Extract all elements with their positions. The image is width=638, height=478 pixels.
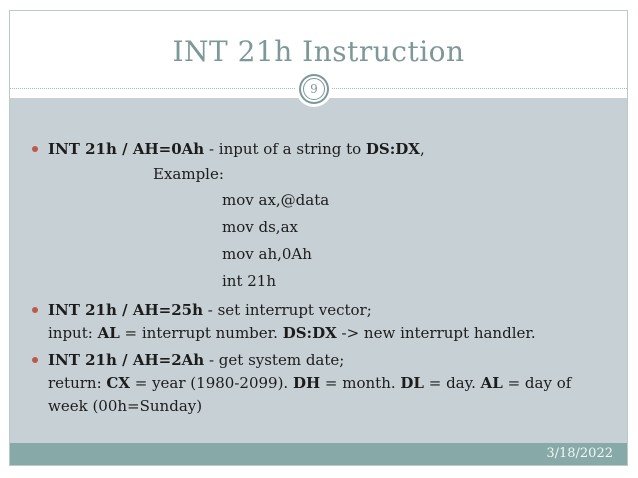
code-line: mov ds,ax (222, 218, 298, 236)
plain-text: = day. (423, 374, 481, 392)
code-line: mov ah,0Ah (222, 245, 312, 263)
bullet-dot-icon (32, 146, 38, 152)
page-number-badge: 9 (303, 78, 325, 100)
plain-text: = interrupt number. (119, 324, 283, 342)
code-line: mov ax,@data (222, 191, 330, 209)
plain-text: input: (48, 324, 98, 342)
bullet-text (48, 372, 609, 418)
bullet-dot-icon (32, 357, 38, 363)
bold-term: INT 21h / AH=0Ah (48, 140, 205, 158)
bullet-text (48, 322, 609, 345)
bullet-text (48, 299, 609, 322)
bold-term: INT 21h / AH=2Ah (48, 351, 205, 369)
bold-term: DL (400, 374, 424, 392)
bullet-item-ah0ah (48, 138, 609, 295)
slide-body (10, 98, 627, 445)
plain-text: = month. (320, 374, 401, 392)
bold-term: DS:DX (282, 324, 337, 342)
bullet-item-ah2ah (48, 349, 609, 418)
plain-text: - set interrupt vector; (202, 301, 372, 319)
slide-footer (10, 443, 627, 465)
plain-text: , (419, 140, 425, 158)
plain-text: - input of a string to (204, 140, 366, 158)
slide-date: 3/18/2022 (546, 446, 613, 461)
bold-term: AL (97, 324, 120, 342)
plain-text: -> new interrupt handler. (336, 324, 536, 342)
code-line: int 21h (222, 272, 277, 290)
bold-term: INT 21h / AH=25h (48, 301, 203, 319)
page-title: INT 21h Instruction (172, 35, 465, 68)
plain-text: = year (1980-2099). (129, 374, 293, 392)
bullet-text (48, 349, 609, 372)
bold-term: DH (292, 374, 321, 392)
plain-text: - get system date; (204, 351, 345, 369)
bold-term: AL (480, 374, 503, 392)
example-label: Example: (153, 165, 224, 183)
plain-text: return: (48, 374, 107, 392)
plain-text: = day of week (00h=Sunday) (48, 374, 572, 415)
bullet-item-ah25h (48, 299, 609, 345)
bullet-text (48, 138, 609, 161)
bold-term: CX (106, 374, 130, 392)
bullet-dot-icon (32, 307, 38, 313)
bold-term: DS:DX (365, 140, 420, 158)
slide-card (9, 10, 628, 466)
